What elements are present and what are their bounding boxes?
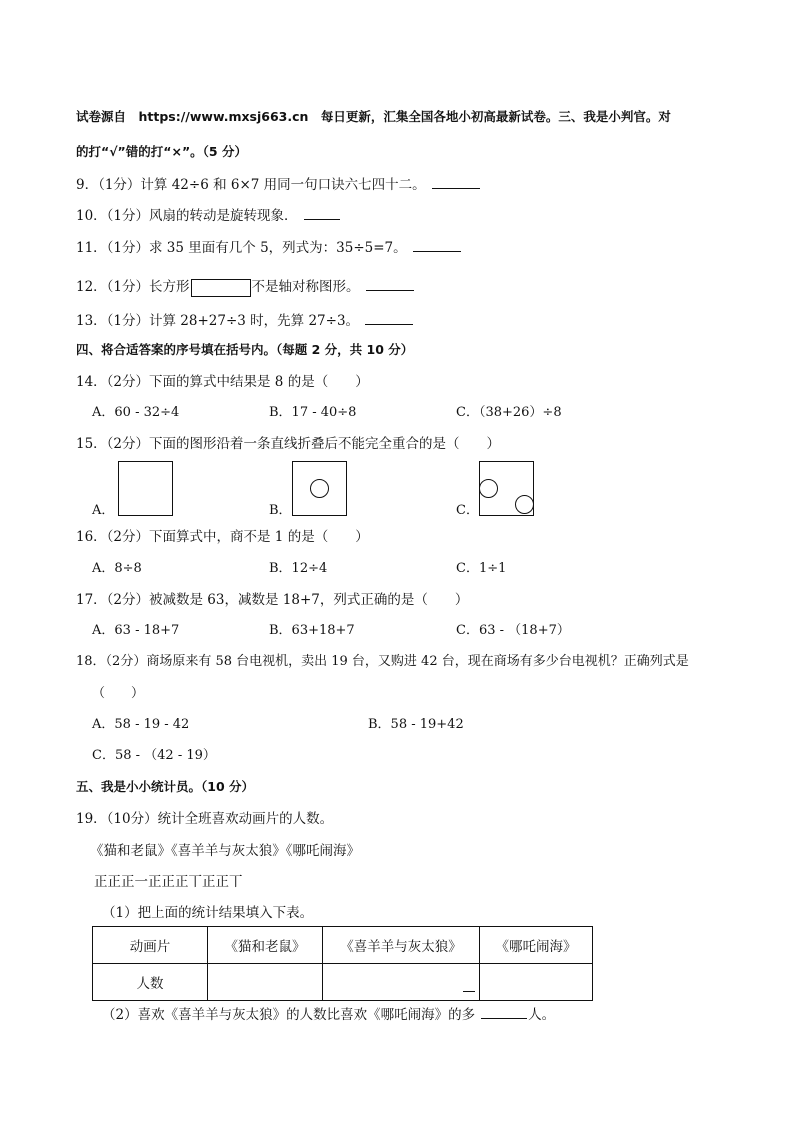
sub-question-1: （1）把上面的统计结果填入下表。 bbox=[102, 905, 314, 921]
stat-table bbox=[92, 926, 593, 1001]
answer-blank-10[interactable] bbox=[304, 205, 340, 220]
sub-question-2-text: （2）喜欢《喜羊羊与灰太狼》的人数比喜欢《哪吒闹海》的多 bbox=[102, 1007, 476, 1023]
section4-title: 四、将合适答案的序号填在括号内。（每题 2 分，共 10 分） bbox=[76, 342, 414, 357]
table-row bbox=[93, 964, 593, 1001]
source-banner: 试卷源自 https://www.mxsj663.cn 每日更新，汇集全国各地小初高最新试卷。三、我是小判官。对 bbox=[76, 109, 671, 124]
answer-blank-11[interactable] bbox=[413, 237, 461, 252]
question-14-stem: 14．（2分）下面的算式中结果是 8 的是（ ） bbox=[76, 374, 369, 390]
table-row-label-count: 人数 bbox=[93, 964, 208, 1001]
table-header-cartoon: 动画片 bbox=[93, 927, 208, 964]
question-18-paren: （ ） bbox=[92, 686, 145, 701]
question-9 bbox=[76, 174, 480, 194]
table-row bbox=[93, 927, 593, 964]
question-18-option-b[interactable]: B．58 - 19+42 bbox=[368, 717, 464, 732]
question-16-option-c[interactable]: C．1÷1 bbox=[456, 561, 507, 576]
question-15-option-b[interactable]: B． bbox=[269, 503, 292, 518]
answer-blank-12[interactable] bbox=[366, 276, 414, 291]
circle-figure-b bbox=[310, 479, 329, 498]
question-12-text-before: 12．（1分）长方形 bbox=[76, 279, 190, 295]
table-header-tom-jerry: 《猫和老鼠》 bbox=[208, 927, 323, 964]
answer-blank-19-2[interactable] bbox=[481, 1004, 527, 1019]
question-16-stem: 16．（2分）下面算式中，商不是 1 的是（ ） bbox=[76, 529, 369, 545]
question-18-option-c[interactable]: C．58 - （42 - 19） bbox=[92, 748, 216, 763]
question-10 bbox=[76, 205, 340, 225]
circle-figure-c-right bbox=[515, 495, 534, 514]
question-12-text-after: 不是轴对称图形。 bbox=[251, 279, 360, 295]
question-17-option-a[interactable]: A．63 - 18+7 bbox=[92, 623, 180, 638]
question-19-stem: 19．（10分）统计全班喜欢动画片的人数。 bbox=[76, 811, 334, 827]
answer-blank-9[interactable] bbox=[432, 174, 480, 189]
table-header-xiyangyang: 《喜羊羊与灰太狼》 bbox=[323, 927, 480, 964]
question-14-option-c[interactable]: C．（38+26）÷8 bbox=[456, 405, 562, 420]
question-18-option-a[interactable]: A．58 - 19 - 42 bbox=[92, 717, 190, 732]
rectangle-figure bbox=[191, 279, 251, 297]
question-15-option-c[interactable]: C． bbox=[456, 503, 479, 518]
question-16-option-a[interactable]: A．8÷8 bbox=[92, 561, 142, 576]
question-12 bbox=[76, 276, 414, 297]
sub-question-2-unit: 人。 bbox=[528, 1007, 556, 1023]
question-13 bbox=[76, 310, 413, 330]
question-17-option-c[interactable]: C．63 - （18+7） bbox=[456, 623, 570, 638]
section3-title: 的打“√”错的打“×”。（5 分） bbox=[76, 144, 247, 159]
question-14-option-b[interactable]: B．17 - 40÷8 bbox=[269, 405, 357, 420]
question-14-option-a[interactable]: A．60 - 32÷4 bbox=[92, 405, 180, 420]
sub-question-2 bbox=[102, 1004, 555, 1024]
answer-blank-mark bbox=[463, 991, 475, 992]
question-13-text: 13．（1分）计算 28+27÷3 时，先算 27÷3。 bbox=[76, 313, 360, 329]
section5-title: 五、我是小小统计员。（10 分） bbox=[76, 779, 254, 794]
square-figure-a bbox=[118, 461, 173, 516]
question-9-text: 9．（1分）计算 42÷6 和 6×7 用同一句口诀六七四十二。 bbox=[76, 177, 426, 193]
cartoon-list: 《猫和老鼠》《喜羊羊与灰太狼》《哪吒闹海》 bbox=[90, 843, 360, 859]
question-11 bbox=[76, 237, 461, 257]
question-11-text: 11．（1分）求 35 里面有几个 5，列式为：35÷5=7。 bbox=[76, 240, 407, 256]
question-16-option-b[interactable]: B．12÷4 bbox=[269, 561, 328, 576]
question-17-stem: 17．（2分）被减数是 63，减数是 18+7，列式正确的是（ ） bbox=[76, 592, 469, 608]
question-17-option-b[interactable]: B．63+18+7 bbox=[269, 623, 355, 638]
question-18-stem: 18．（2分）商场原来有 58 台电视机，卖出 19 台，又购进 42 台，现在商场有多少台电视机？正确列式是 bbox=[76, 654, 689, 669]
question-15-stem: 15．（2分）下面的图形沿着一条直线折叠后不能完全重合的是（ ） bbox=[76, 436, 501, 452]
answer-cell-xiyangyang[interactable] bbox=[323, 964, 480, 1001]
tally-marks: 正正正一正正正丅正正丅 bbox=[94, 874, 243, 890]
answer-cell-tom-jerry[interactable] bbox=[208, 964, 323, 1001]
question-10-text: 10．（1分）风扇的转动是旋转现象． bbox=[76, 208, 298, 224]
answer-cell-nezha[interactable] bbox=[480, 964, 593, 1001]
table-header-nezha: 《哪吒闹海》 bbox=[480, 927, 593, 964]
answer-blank-13[interactable] bbox=[365, 310, 413, 325]
question-15-option-a[interactable]: A． bbox=[92, 503, 115, 518]
circle-figure-c-left bbox=[479, 479, 498, 498]
